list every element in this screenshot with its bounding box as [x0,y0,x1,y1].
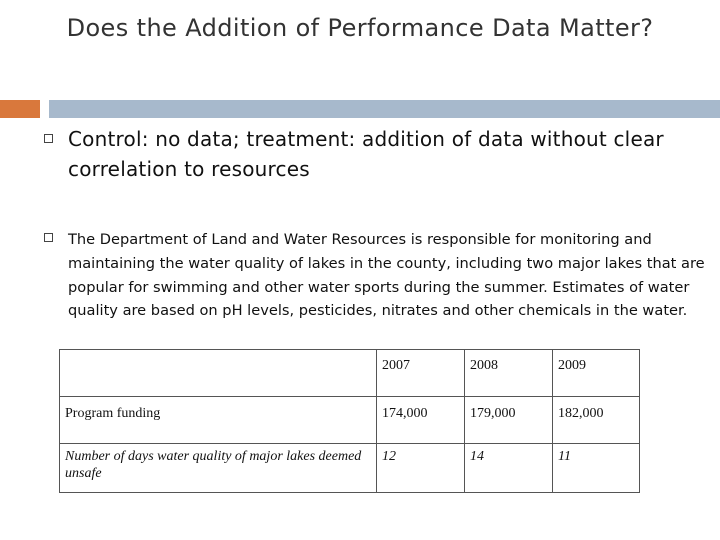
table-row [60,397,640,444]
bullet-text-scenario: The Department of Land and Water Resources is responsible for monitoring and maintaining the water quality of lakes in the county, including two major lakes that are popular for swimming and other water sports during the summer. Estimates of water quality are based on pH levels, pesticides, nitrates and other chemicals in the water. [68,231,705,320]
square-bullet-icon [44,233,53,242]
table-header-cell: 2008 [465,350,553,397]
square-bullet-icon [44,134,53,143]
table-row-label: Program funding [60,397,377,444]
table-header-cell: 2009 [553,350,640,397]
table-header-cell: 2007 [377,350,465,397]
bullet-text-control-treatment: Control: no data; treatment: addition of data without clear correlation to resources [68,127,664,181]
table-cell: 174,000 [377,397,465,444]
table-cell: 179,000 [465,397,553,444]
data-table [59,349,640,493]
table-header-row [60,350,640,397]
table-cell: 12 [377,444,465,493]
table-row-label: Number of days water quality of major lakes deemed unsafe [60,444,377,493]
accent-bar-blue [49,100,720,118]
slide-title: Does the Addition of Performance Data Matter? [66,14,654,42]
table-header-cell [60,350,377,397]
table-cell: 14 [465,444,553,493]
table-row [60,444,640,493]
accent-bar-orange [0,100,40,118]
table-cell: 182,000 [553,397,640,444]
table-cell: 11 [553,444,640,493]
